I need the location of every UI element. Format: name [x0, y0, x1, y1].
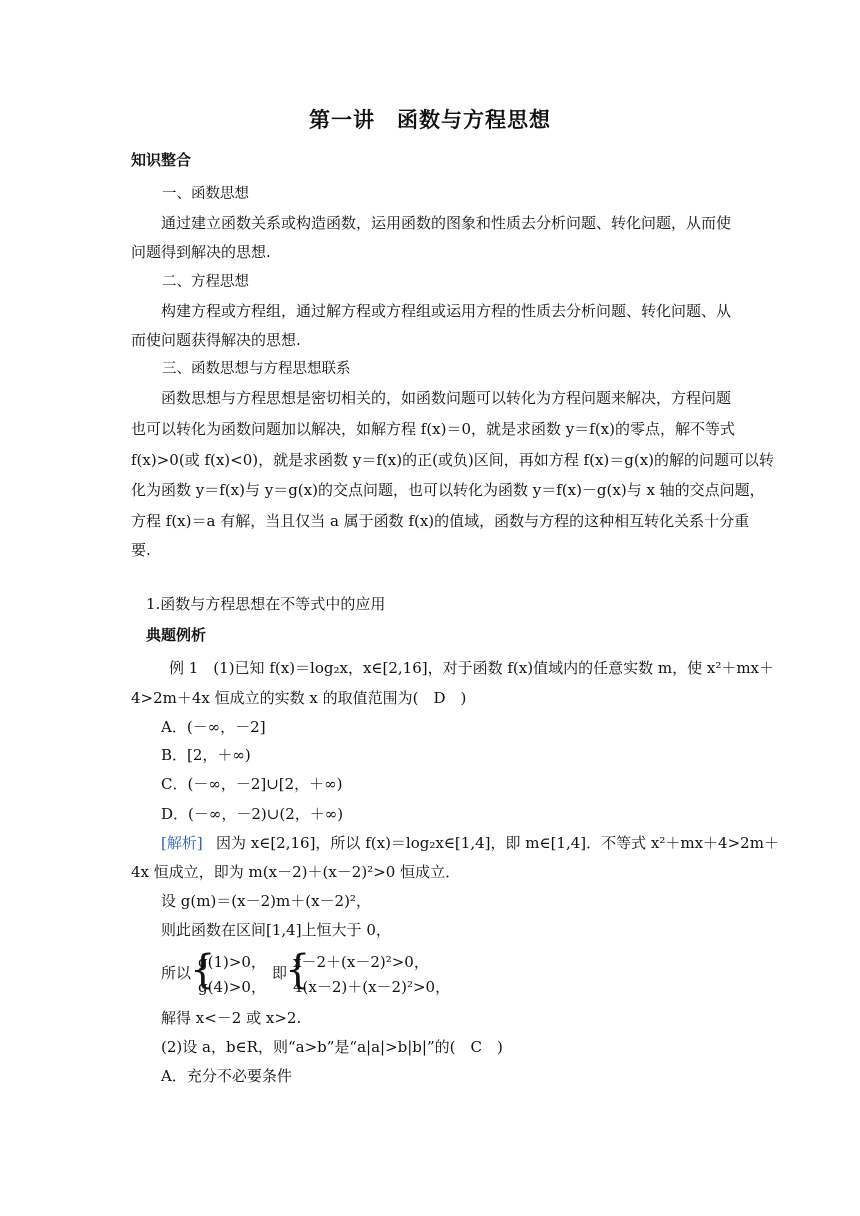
heading-equation-thought: 二、方程思想 — [162, 274, 249, 290]
example-question-line: 例 1 (1)已知 f(x)＝log₂x，x∈[2,16]，对于函数 f(x)值域内的任意实数 m，使 x²＋mx＋ — [169, 659, 775, 677]
paragraph-line: 通过建立函数关系或构造函数，运用函数的图象和性质去分析问题、转化问题，从而使 — [161, 214, 732, 232]
paragraph-line: 函数思想与方程思想是密切相关的，如函数问题可以转化为方程问题来解决，方程问题 — [161, 389, 732, 407]
paragraph-line: 构建方程或方程组，通过解方程或方程组或运用方程的性质去分析问题、转化问题、从 — [161, 302, 732, 320]
analysis-line: 设 g(m)＝(x－2)m＋(x－2)²， — [161, 892, 371, 910]
analysis-line: 则此函数在区间[1,4]上恒大于 0， — [161, 921, 391, 939]
example-question-line: (2)设 a，b∈R，则“a>b”是“a|a|>b|b|”的( C ) — [161, 1038, 503, 1056]
option-c: C．(－∞，－2]∪[2，＋∞) — [161, 775, 343, 793]
paragraph-line: f(x)>0(或 f(x)<0)，就是求函数 y＝f(x)的正(或负)区间，再如方程 f(x)＝g(x)的解的问题可以转 — [131, 451, 775, 469]
system-line: 4(x－2)＋(x－2)²>0， — [293, 978, 451, 996]
left-brace-icon: { — [190, 947, 216, 993]
so-label: 所以 — [161, 964, 192, 982]
system-line: g(1)>0， — [198, 953, 266, 971]
section-heading-knowledge: 知识整合 — [131, 151, 192, 169]
paragraph-line: 方程 f(x)＝a 有解，当且仅当 a 属于函数 f(x)的值域，函数与方程的这种相互转化关系十分重 — [131, 512, 750, 530]
example-question-line: 4>2m＋4x 恒成立的实数 x 的取值范围为( D ) — [131, 689, 467, 707]
option-d: D．(－∞，－2)∪(2，＋∞) — [161, 805, 344, 823]
left-brace-icon: { — [285, 947, 311, 993]
system-line: x－2＋(x－2)²>0， — [293, 953, 429, 971]
paragraph-line: 化为函数 y＝f(x)与 y＝g(x)的交点问题，也可以转化为函数 y＝f(x)－g(x)与 x 轴的交点问题， — [131, 481, 765, 499]
paragraph-line: 要. — [131, 541, 151, 559]
analysis-line: 因为 x∈[2,16]，所以 f(x)＝log₂x∈[1,4]，即 m∈[1,4]．不等式 x²＋mx＋4>2m＋ — [216, 834, 779, 852]
option-b: B．[2，＋∞) — [161, 746, 251, 764]
heading-function-thought: 一、函数思想 — [162, 186, 249, 202]
analysis-tag: [解析] — [161, 834, 203, 852]
heading-relation: 三、函数思想与方程思想联系 — [162, 361, 351, 377]
paragraph-line: 而使问题获得解决的思想. — [131, 331, 301, 349]
paragraph-line: 问题得到解决的思想. — [131, 243, 271, 261]
system-line: g(4)>0， — [198, 978, 266, 996]
topic-heading: 1.函数与方程思想在不等式中的应用 — [146, 595, 386, 613]
ie-label: 即 — [272, 964, 288, 982]
analysis-line: 解得 x<－2 或 x>2. — [161, 1009, 302, 1027]
analysis-line: 4x 恒成立，即为 m(x－2)＋(x－2)²>0 恒成立． — [131, 863, 461, 881]
option-a: A．充分不必要条件 — [161, 1067, 292, 1085]
paragraph-line: 也可以转化为函数问题加以解决，如解方程 f(x)＝0，就是求函数 y＝f(x)的零点，解不等式 — [131, 420, 735, 438]
page-title: 第一讲 函数与方程思想 — [309, 108, 551, 132]
option-a: A．(－∞，－2] — [161, 718, 266, 736]
section-heading-examples: 典题例析 — [146, 626, 207, 644]
